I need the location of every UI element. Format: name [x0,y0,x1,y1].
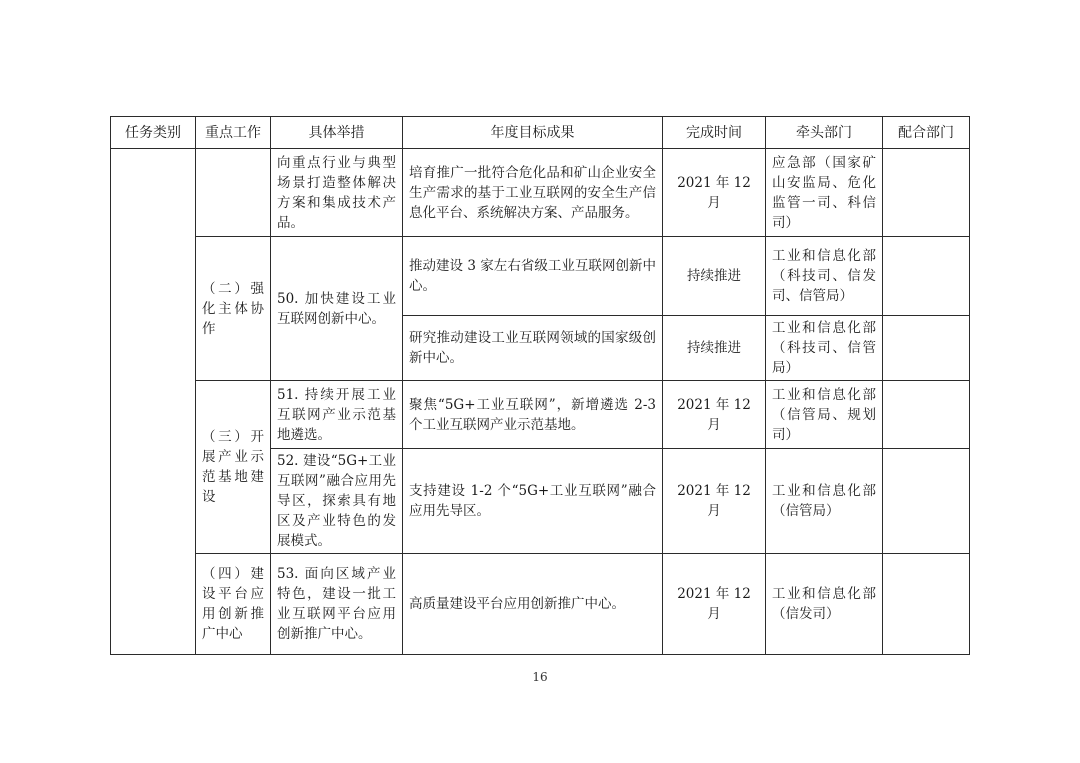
header-annual-goal: 年度目标成果 [403,117,663,149]
measure-text: 53. 面向区域产业特色，建设一批工业互联网平台应用创新推广中心。 [277,566,396,642]
key-work-text: （二）强化主体协作 [202,280,264,337]
table-row [111,554,970,655]
goal-text: 培育推广一批符合危化品和矿山企业安全生产需求的基于工业互联网的安全生产信息化平台、系统解决方案、产品服务。 [409,164,656,221]
time-text: 2021 年 12 月 [677,586,751,622]
time-text: 2021 年 12 月 [677,174,751,211]
time-cell [663,316,766,381]
table-row [111,237,970,316]
header-cooperating-department: 配合部门 [883,117,970,149]
lead-text: 工业和信息化部（科技司、信发司、信管局） [772,248,876,304]
measure-cell [271,554,403,655]
measure-text: 51. 持续开展工业互联网产业示范基地遴选。 [277,386,396,443]
table-row [111,149,970,237]
goal-text: 推动建设 3 家左右省级工业互联网创新中心。 [409,258,656,294]
goal-text: 研究推动建设工业互联网领域的国家级创新中心。 [409,330,656,366]
coop-cell [883,316,970,381]
page-number: 16 [532,670,548,684]
lead-text: 工业和信息化部（信管局） [772,483,876,519]
lead-cell [766,237,883,316]
coop-cell [883,237,970,316]
goal-cell [403,149,663,237]
lead-cell [766,554,883,655]
time-text: 2021 年 12 月 [677,483,751,519]
table-row [111,381,970,449]
task-category-cell [111,149,196,655]
time-text: 持续推进 [687,340,741,356]
lead-cell [766,149,883,237]
goal-text: 聚焦“5G+工业互联网”，新增遴选 2-3 个工业互联网产业示范基地。 [409,396,656,433]
measure-cell [271,149,403,237]
task-table [110,116,970,655]
measure-cell [271,449,403,554]
lead-cell [766,381,883,449]
goal-cell [403,316,663,381]
key-work-text: （三）开展产业示范基地建设 [202,429,264,505]
coop-cell [883,554,970,655]
measure-text: 52. 建设“5G+工业互联网”融合应用先导区，探索具有地区及产业特色的发展模式。 [277,453,396,549]
goal-cell [403,449,663,554]
table-header-row [111,117,970,149]
time-text: 持续推进 [687,268,741,284]
key-work-text: （四）建设平台应用创新推广中心 [202,566,264,642]
header-lead-department: 牵头部门 [766,117,883,149]
key-work-cell [196,381,271,554]
lead-text: 应急部（国家矿山安监局、危化监管一司、科信司） [772,154,876,231]
measure-text: 50. 加快建设工业互联网创新中心。 [277,290,396,327]
measure-cell [271,237,403,381]
measure-cell [271,381,403,449]
task-table-page [110,116,969,655]
time-cell [663,554,766,655]
header-completion-time: 完成时间 [663,117,766,149]
key-work-cell [196,554,271,655]
goal-text: 高质量建设平台应用创新推广中心。 [409,596,625,612]
lead-text: 工业和信息化部（信管局、规划司） [772,386,876,443]
lead-cell [766,316,883,381]
header-specific-measures: 具体举措 [271,117,403,149]
key-work-cell [196,237,271,381]
header-key-work: 重点工作 [196,117,271,149]
key-work-cell [196,149,271,237]
goal-cell [403,237,663,316]
goal-text: 支持建设 1-2 个“5G+工业互联网”融合应用先导区。 [409,483,656,519]
lead-cell [766,449,883,554]
measure-text: 向重点行业与典型场景打造整体解决方案和集成技术产品。 [277,154,396,231]
time-cell [663,381,766,449]
time-cell [663,449,766,554]
coop-cell [883,381,970,449]
lead-text: 工业和信息化部（科技司、信管局） [772,320,876,376]
coop-cell [883,449,970,554]
coop-cell [883,149,970,237]
time-cell [663,237,766,316]
goal-cell [403,381,663,449]
time-text: 2021 年 12 月 [677,396,751,433]
time-cell [663,149,766,237]
header-task-category: 任务类别 [111,117,196,149]
goal-cell [403,554,663,655]
lead-text: 工业和信息化部（信发司） [772,586,876,622]
